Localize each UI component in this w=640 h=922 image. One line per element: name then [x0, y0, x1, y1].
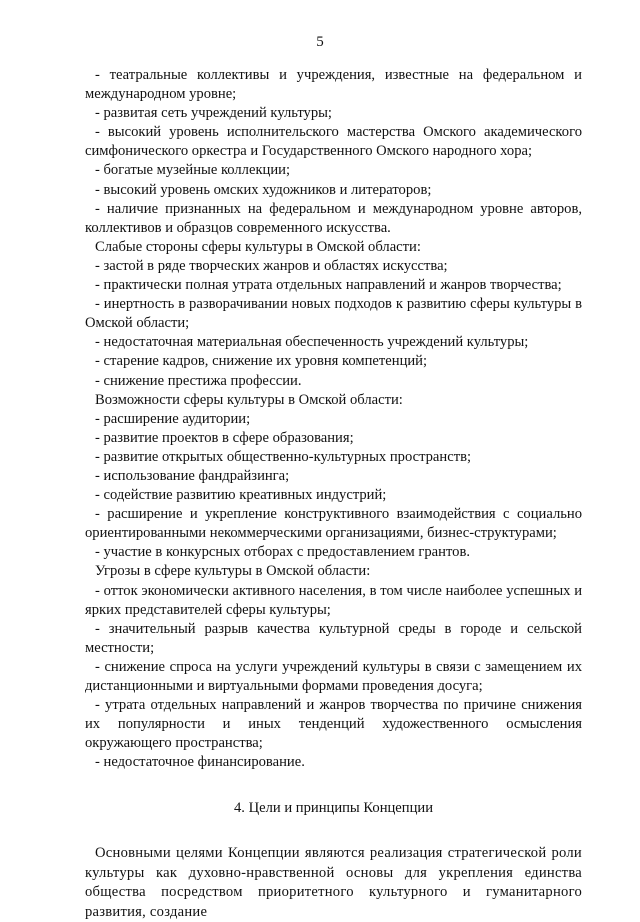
list-item: - богатые музейные коллекции;	[95, 162, 291, 179]
subsection-title-weaknesses: Слабые стороны сферы культуры в Омской области:	[95, 238, 421, 255]
list-item: - развитие открытых общественно-культурных пространств;	[95, 448, 472, 465]
list-item: - недостаточная материальная обеспеченность учреждений культуры;	[95, 334, 529, 351]
subsection-title-opportunities: Возможности сферы культуры в Омской области:	[95, 391, 403, 408]
section-body-paragraph: Основными целями Концепции являются реализация стратегической роли культуры как духовно-нравственной основы для укрепления единства общества посредством приоритетного культурного и гуманитарного развития, создание	[85, 845, 582, 920]
list-item: - использование фандрайзинга;	[95, 467, 290, 484]
list-item: - инертность в разворачивании новых подходов к развитию сферы культуры в Омской области;	[85, 296, 582, 332]
list-item: - высокий уровень омских художников и литераторов;	[95, 181, 432, 198]
list-item: - развитая сеть учреждений культуры;	[95, 105, 332, 122]
list-item: - значительный разрыв качества культурной среды в городе и сельской местности;	[85, 620, 582, 656]
list-item: - старение кадров, снижение их уровня компетенций;	[95, 353, 428, 370]
list-item: - театральные коллективы и учреждения, известные на федеральном и международном уровне;	[85, 67, 582, 103]
list-item: - высокий уровень исполнительского мастерства Омского академического симфонического оркестра и Государственного Омского народного хора;	[85, 124, 582, 160]
list-item: - содействие развитию креативных индустрий;	[95, 487, 387, 504]
list-item: - недостаточное финансирование.	[95, 754, 305, 771]
list-item: - практически полная утрата отдельных направлений и жанров творчества;	[95, 277, 562, 294]
subsection-title-threats: Угрозы в сфере культуры в Омской области:	[95, 563, 371, 580]
document-body	[85, 66, 582, 922]
list-item: - наличие признанных на федеральном и международном уровне авторов, коллективов и образцов современного искусства.	[85, 200, 582, 236]
list-item: - развитие проектов в сфере образования;	[95, 429, 354, 446]
list-item: - расширение аудитории;	[95, 410, 251, 427]
list-item: - отток экономически активного населения, в том числе наиболее успешных и ярких представителей сферы культуры;	[85, 582, 582, 618]
list-item: - снижение спроса на услуги учреждений культуры в связи с замещением их дистанционными и виртуальными формами проведения досуга;	[85, 658, 582, 694]
list-item: - застой в ряде творческих жанров и областях искусства;	[95, 257, 448, 274]
list-item: - расширение и укрепление конструктивного взаимодействия с социально ориентированными некоммерческими организациями, бизнес-структурами;	[85, 506, 582, 542]
page-number: 5	[316, 34, 324, 50]
section-heading: 4. Цели и принципы Концепции	[233, 800, 434, 817]
list-item: - участие в конкурсных отборах с предоставлением грантов.	[95, 544, 470, 561]
list-item: - снижение престижа профессии.	[95, 372, 302, 389]
list-item: - утрата отдельных направлений и жанров творчества по причине снижения их популярности и иных тенденций художественного осмысления окружающего пространства;	[85, 697, 582, 752]
